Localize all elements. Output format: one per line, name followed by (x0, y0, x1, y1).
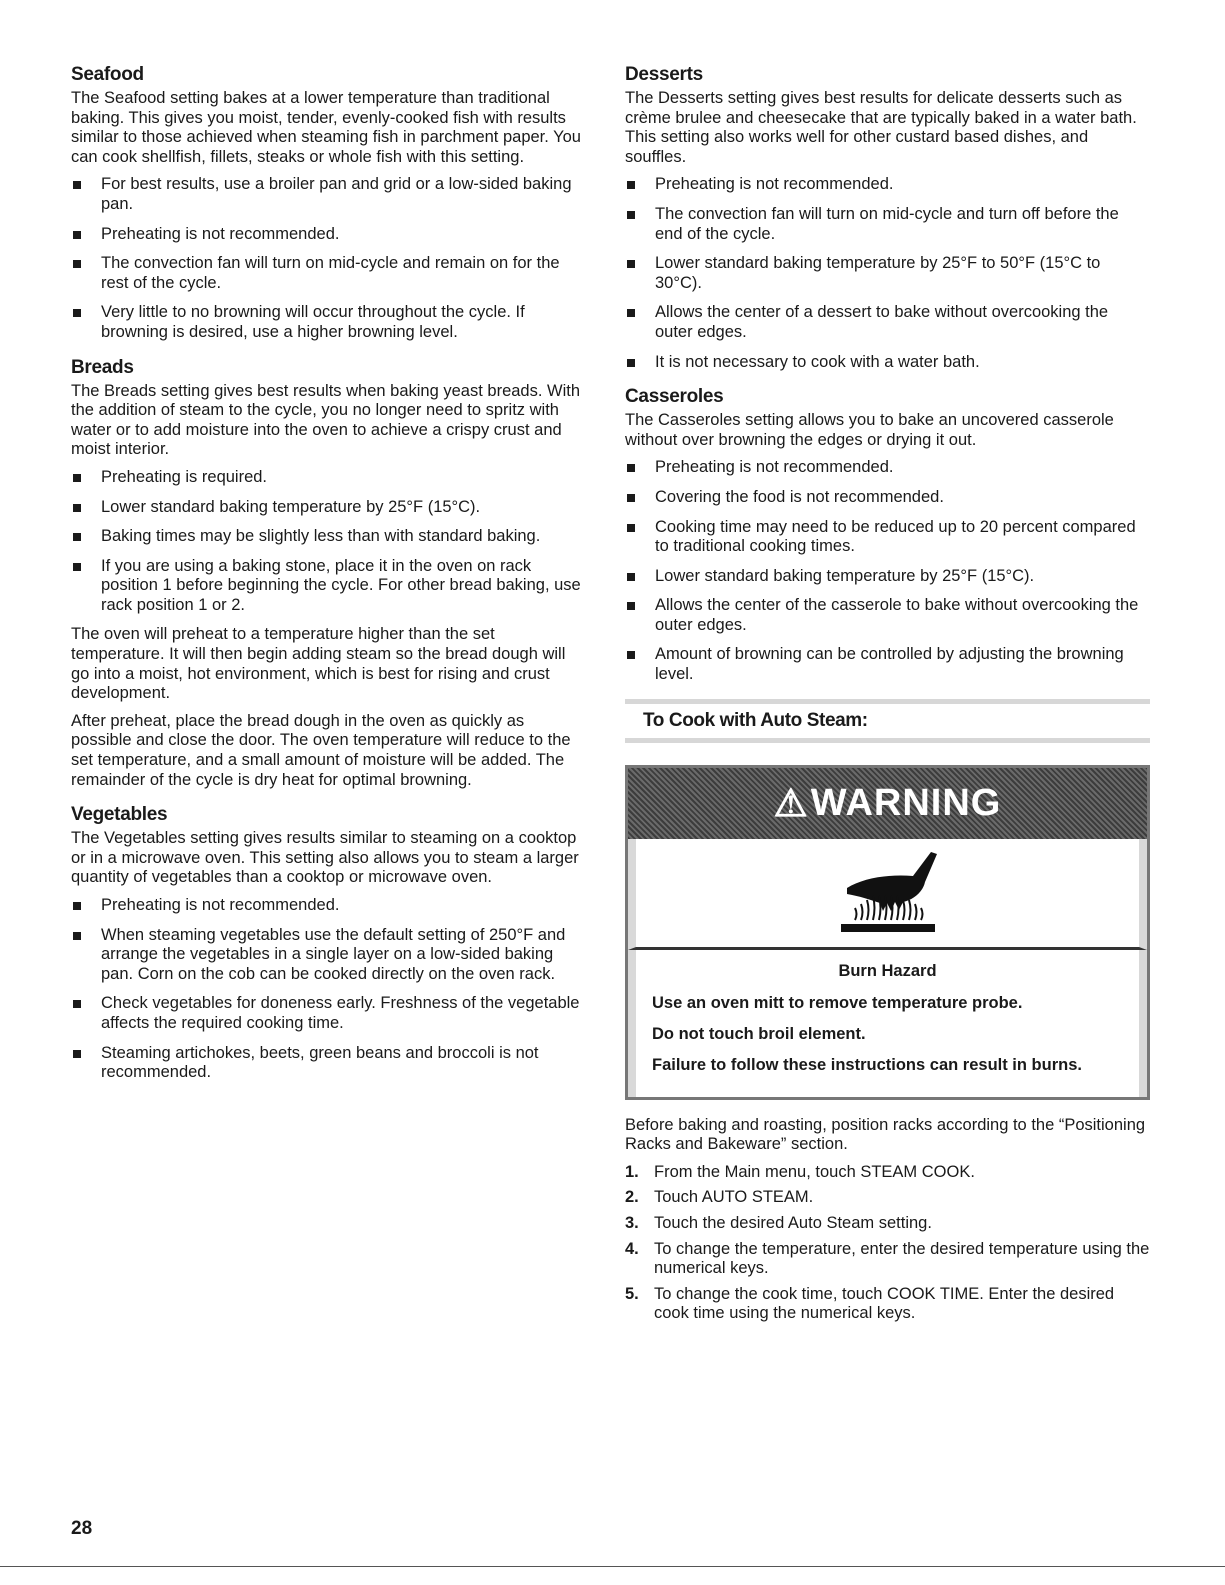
left-column (71, 64, 586, 1097)
list-item: Lower standard baking temperature by 25°F (15°C). (625, 567, 1150, 587)
step-item (625, 1240, 1150, 1279)
step-item (625, 1163, 1150, 1183)
paragraph: The oven will preheat to a temperature higher than the set temperature. It will then begin adding steam so the bread dough will go into a moist, hot environment, which is best for rising and crust development. (71, 625, 566, 703)
page-bottom-rule (0, 1566, 1225, 1567)
list-item: Preheating is not recommended. (71, 896, 586, 916)
warning-text (628, 950, 1147, 1097)
section-intro: The Vegetables setting gives results similar to steaming on a cooktop or in a microwave oven. This setting also allows you to steam a larger quantity of vegetables than a cooktop or microwave oven. (71, 829, 579, 887)
step-number: 2. (625, 1188, 639, 1207)
step-number: 1. (625, 1162, 639, 1181)
paragraph: Before baking and roasting, position racks according to the “Positioning Racks and Bakeware” section. (625, 1115, 1146, 1154)
section-title: Desserts (625, 64, 703, 85)
section-intro: The Breads setting gives best results when baking yeast breads. With the addition of steam to the cycle, you no longer need to spritz with water or to add moisture into the oven to achieve a crispy crust and moist interior. (71, 381, 581, 459)
list-item: Cooking time may need to be reduced up to 20 percent compared to traditional cooking times. (625, 518, 1150, 557)
warning-title: Burn Hazard (838, 961, 937, 980)
warning-banner (628, 768, 1147, 839)
step-text: To change the cook time, touch COOK TIME. Enter the desired cook time using the numerical keys. (654, 1284, 1115, 1323)
list-item: Steaming artichokes, beets, green beans and broccoli is not recommended. (71, 1044, 586, 1083)
bullet-list (71, 896, 586, 1083)
section-intro: The Casseroles setting allows you to bake an uncovered casserole without over browning the edges or drying it out. (625, 411, 1114, 449)
section-intro: The Seafood setting bakes at a lower temperature than traditional baking. This gives you moist, tender, evenly-cooked fish with results similar to those achieved when steaming fish in parchment paper. You can cook shellfish, fillets, steaks or whole fish with this setting. (71, 89, 581, 166)
step-text: From the Main menu, touch STEAM COOK. (654, 1162, 975, 1181)
bullet-list (71, 175, 586, 342)
hand-hot-surface-icon (833, 848, 943, 938)
step-text: Touch the desired Auto Steam setting. (654, 1214, 932, 1233)
step-item (625, 1214, 1150, 1234)
warning-line: Do not touch broil element. (652, 1024, 866, 1043)
warning-pictogram (628, 839, 1147, 950)
list-item: Preheating is not recommended. (625, 175, 1150, 195)
list-item: Preheating is not recommended. (71, 225, 586, 245)
section-title: Breads (71, 356, 134, 378)
list-item: The convection fan will turn on mid-cycle and remain on for the rest of the cycle. (71, 254, 586, 293)
auto-steam-heading (625, 699, 1150, 743)
warning-line: Failure to follow these instructions can result in burns. (652, 1055, 1082, 1074)
list-item: Lower standard baking temperature by 25°F (15°C). (71, 498, 586, 518)
list-item: If you are using a baking stone, place it in the oven on rack position 1 before beginning the cycle. For other bread baking, use rack position 1 or 2. (71, 557, 586, 616)
vegetables-section (71, 804, 586, 1083)
list-item: Check vegetables for doneness early. Freshness of the vegetable affects the required cooking time. (71, 994, 586, 1033)
step-text: To change the temperature, enter the desired temperature using the numerical keys. (654, 1239, 1150, 1278)
list-item: Covering the food is not recommended. (625, 488, 1150, 508)
bullet-list (625, 175, 1150, 372)
list-item: Allows the center of a dessert to bake without overcooking the outer edges. (625, 303, 1150, 342)
page-number: 28 (71, 1518, 93, 1539)
list-item: Baking times may be slightly less than with standard baking. (71, 527, 586, 547)
warning-box (625, 765, 1150, 1100)
subheading-text: To Cook with Auto Steam: (643, 709, 868, 731)
warning-line: Use an oven mitt to remove temperature probe. (652, 993, 1023, 1012)
list-item: Lower standard baking temperature by 25°F to 50°F (15°C to 30°C). (625, 254, 1150, 293)
list-item: The convection fan will turn on mid-cycle and turn off before the end of the cycle. (625, 205, 1150, 244)
desserts-section (625, 64, 1150, 372)
warning-triangle-icon: ⚠ (773, 782, 809, 825)
step-number: 5. (625, 1284, 639, 1303)
right-column (625, 64, 1150, 1330)
breads-section (71, 357, 586, 791)
section-title: Seafood (71, 64, 144, 85)
list-item: Very little to no browning will occur throughout the cycle. If browning is desired, use a higher browning level. (71, 303, 586, 342)
list-item: Amount of browning can be controlled by adjusting the browning level. (625, 645, 1150, 684)
section-title: Casseroles (625, 386, 724, 408)
list-item: Preheating is required. (71, 468, 586, 488)
seafood-section (71, 64, 586, 343)
list-item: Preheating is not recommended. (625, 458, 1150, 478)
step-item (625, 1188, 1150, 1208)
paragraph: After preheat, place the bread dough in the oven as quickly as possible and close the door. The oven temperature will reduce to the set temperature, and a small amount of moisture will be added. The remainder of the cycle is dry heat for optimal browning. (71, 711, 571, 789)
step-text: Touch AUTO STEAM. (654, 1188, 814, 1207)
section-intro: The Desserts setting gives best results for delicate desserts such as crème brulee and cheesecake that are typically baked in a water bath. This setting also works well for other custard based dishes, and souffles. (625, 89, 1137, 166)
bullet-list (625, 458, 1150, 684)
steps-list (625, 1163, 1150, 1324)
casseroles-section (625, 386, 1150, 685)
list-item: For best results, use a broiler pan and grid or a low-sided baking pan. (71, 175, 586, 214)
step-item (625, 1285, 1150, 1324)
list-item: When steaming vegetables use the default setting of 250°F and arrange the vegetables in a single layer on a low-sided baking pan. Corn on the cob can be cooked directly on the oven rack. (71, 926, 586, 985)
step-number: 3. (625, 1214, 639, 1233)
list-item: It is not necessary to cook with a water bath. (625, 353, 1150, 373)
step-number: 4. (625, 1239, 639, 1258)
bullet-list (71, 468, 586, 616)
warning-label: WARNING (810, 781, 1002, 824)
section-title: Vegetables (71, 804, 168, 826)
list-item: Allows the center of the casserole to bake without overcooking the outer edges. (625, 596, 1150, 635)
